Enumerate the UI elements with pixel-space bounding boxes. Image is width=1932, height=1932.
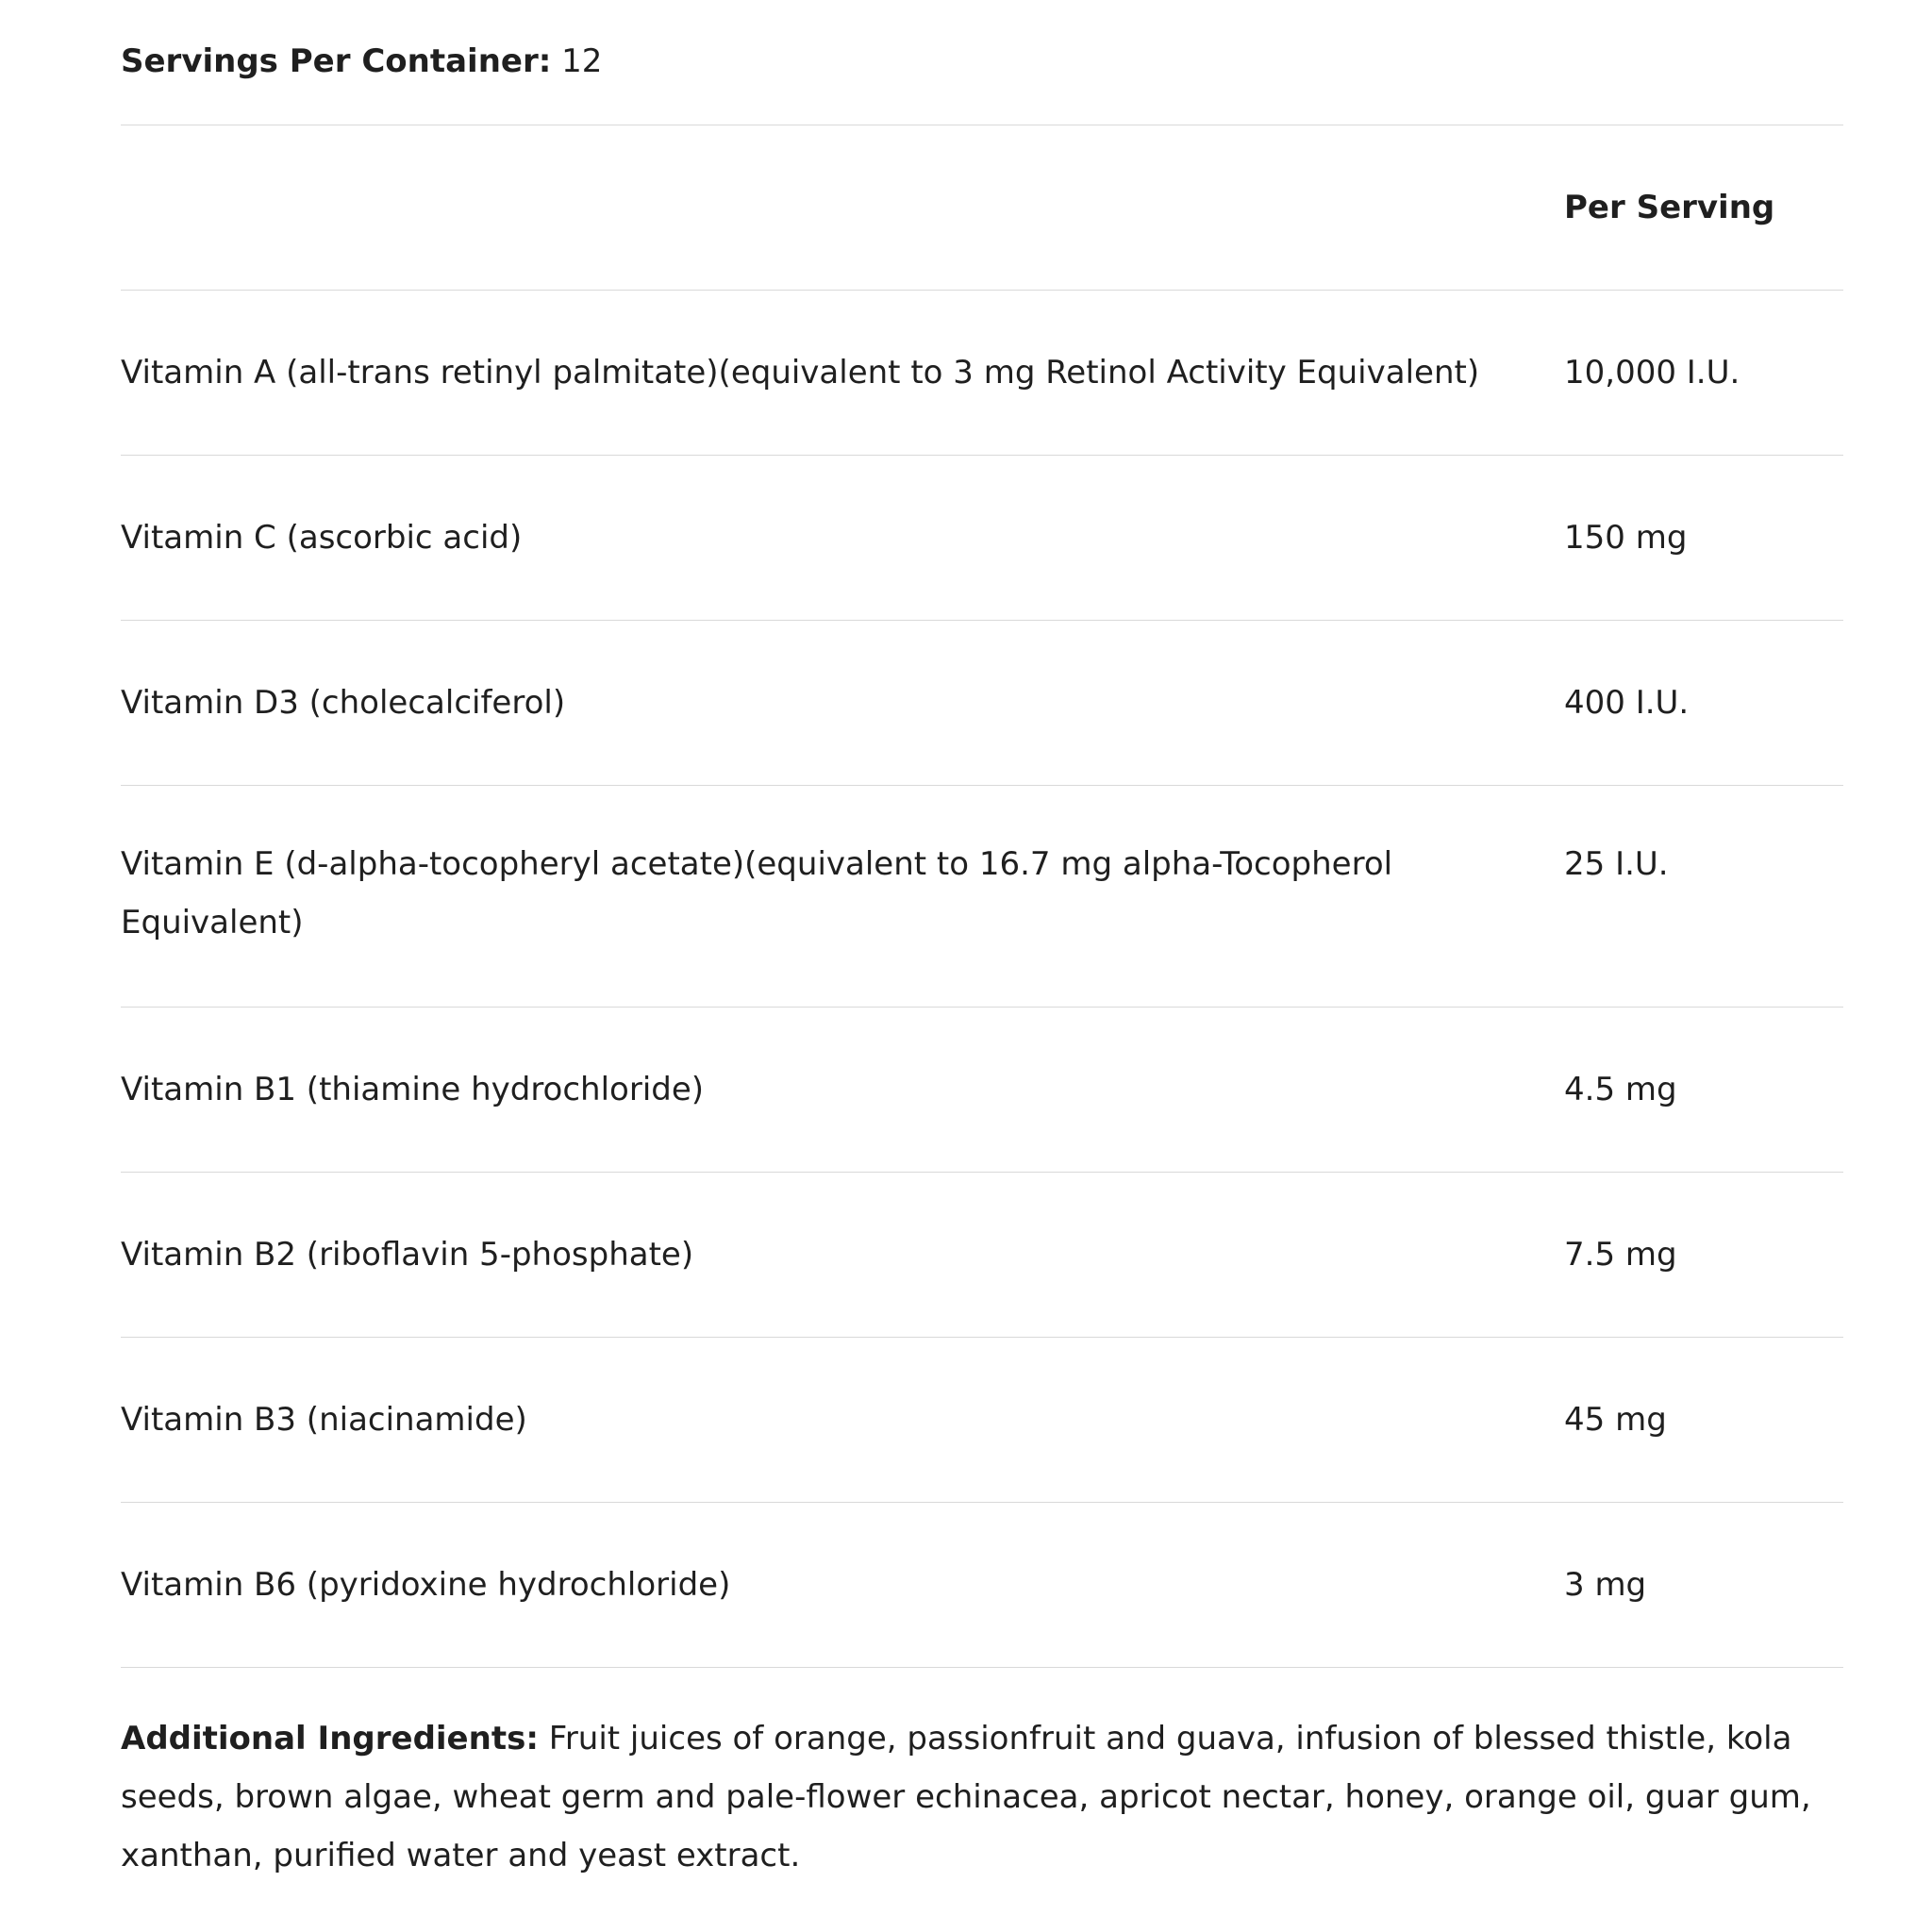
nutrient-amount: 150 mg	[1564, 519, 1688, 557]
table-row	[121, 291, 1843, 455]
supplement-facts	[121, 0, 1843, 1885]
table-header	[121, 125, 1843, 290]
nutrient-amount: 10,000 I.U.	[1564, 354, 1740, 391]
nutrient-amount: 4.5 mg	[1564, 1071, 1677, 1108]
additional-ingredients-text: Fruit juices of orange, passionfruit and guava, infusion of blessed thistle, kola seeds, brown algae, wheat germ and pale-flower echinacea, apricot nectar, honey, orange oil, guar gum, xanthan, purified water and yeast extract.	[121, 1720, 1811, 1874]
servings-per-container	[121, 0, 1843, 125]
servings-value: 12	[561, 42, 603, 80]
nutrient-name: Vitamin A (all-trans retinyl palmitate)(equivalent to 3 mg Retinol Activity Equivalent)	[121, 354, 1480, 391]
nutrient-name: Vitamin B1 (thiamine hydrochloride)	[121, 1071, 705, 1108]
divider	[121, 1667, 1843, 1668]
table-row	[121, 1173, 1843, 1337]
nutrient-name: Vitamin D3 (cholecalciferol)	[121, 684, 566, 722]
table-row	[121, 1008, 1843, 1172]
table-row	[121, 786, 1843, 1007]
nutrient-name: Vitamin B6 (pyridoxine hydrochloride)	[121, 1566, 731, 1604]
servings-label: Servings Per Container:	[121, 42, 552, 80]
nutrient-name: Vitamin C (ascorbic acid)	[121, 519, 523, 557]
nutrient-amount: 45 mg	[1564, 1401, 1667, 1439]
nutrient-amount: 3 mg	[1564, 1566, 1647, 1604]
table-row	[121, 1338, 1843, 1502]
additional-ingredients-label: Additional Ingredients:	[121, 1720, 539, 1757]
table-row	[121, 621, 1843, 785]
table-row	[121, 1503, 1843, 1667]
table-row	[121, 456, 1843, 620]
nutrient-name: Vitamin B3 (niacinamide)	[121, 1401, 527, 1439]
nutrient-amount: 25 I.U.	[1564, 845, 1669, 883]
additional-ingredients	[121, 1709, 1843, 1885]
nutrient-name: Vitamin B2 (riboflavin 5-phosphate)	[121, 1236, 694, 1274]
header-per-serving: Per Serving	[1564, 189, 1775, 226]
nutrient-amount: 400 I.U.	[1564, 684, 1690, 722]
nutrient-amount: 7.5 mg	[1564, 1236, 1677, 1274]
nutrient-name: Vitamin E (d-alpha-tocopheryl acetate)(equivalent to 16.7 mg alpha-Tocopherol Equivalent)	[121, 845, 1393, 941]
